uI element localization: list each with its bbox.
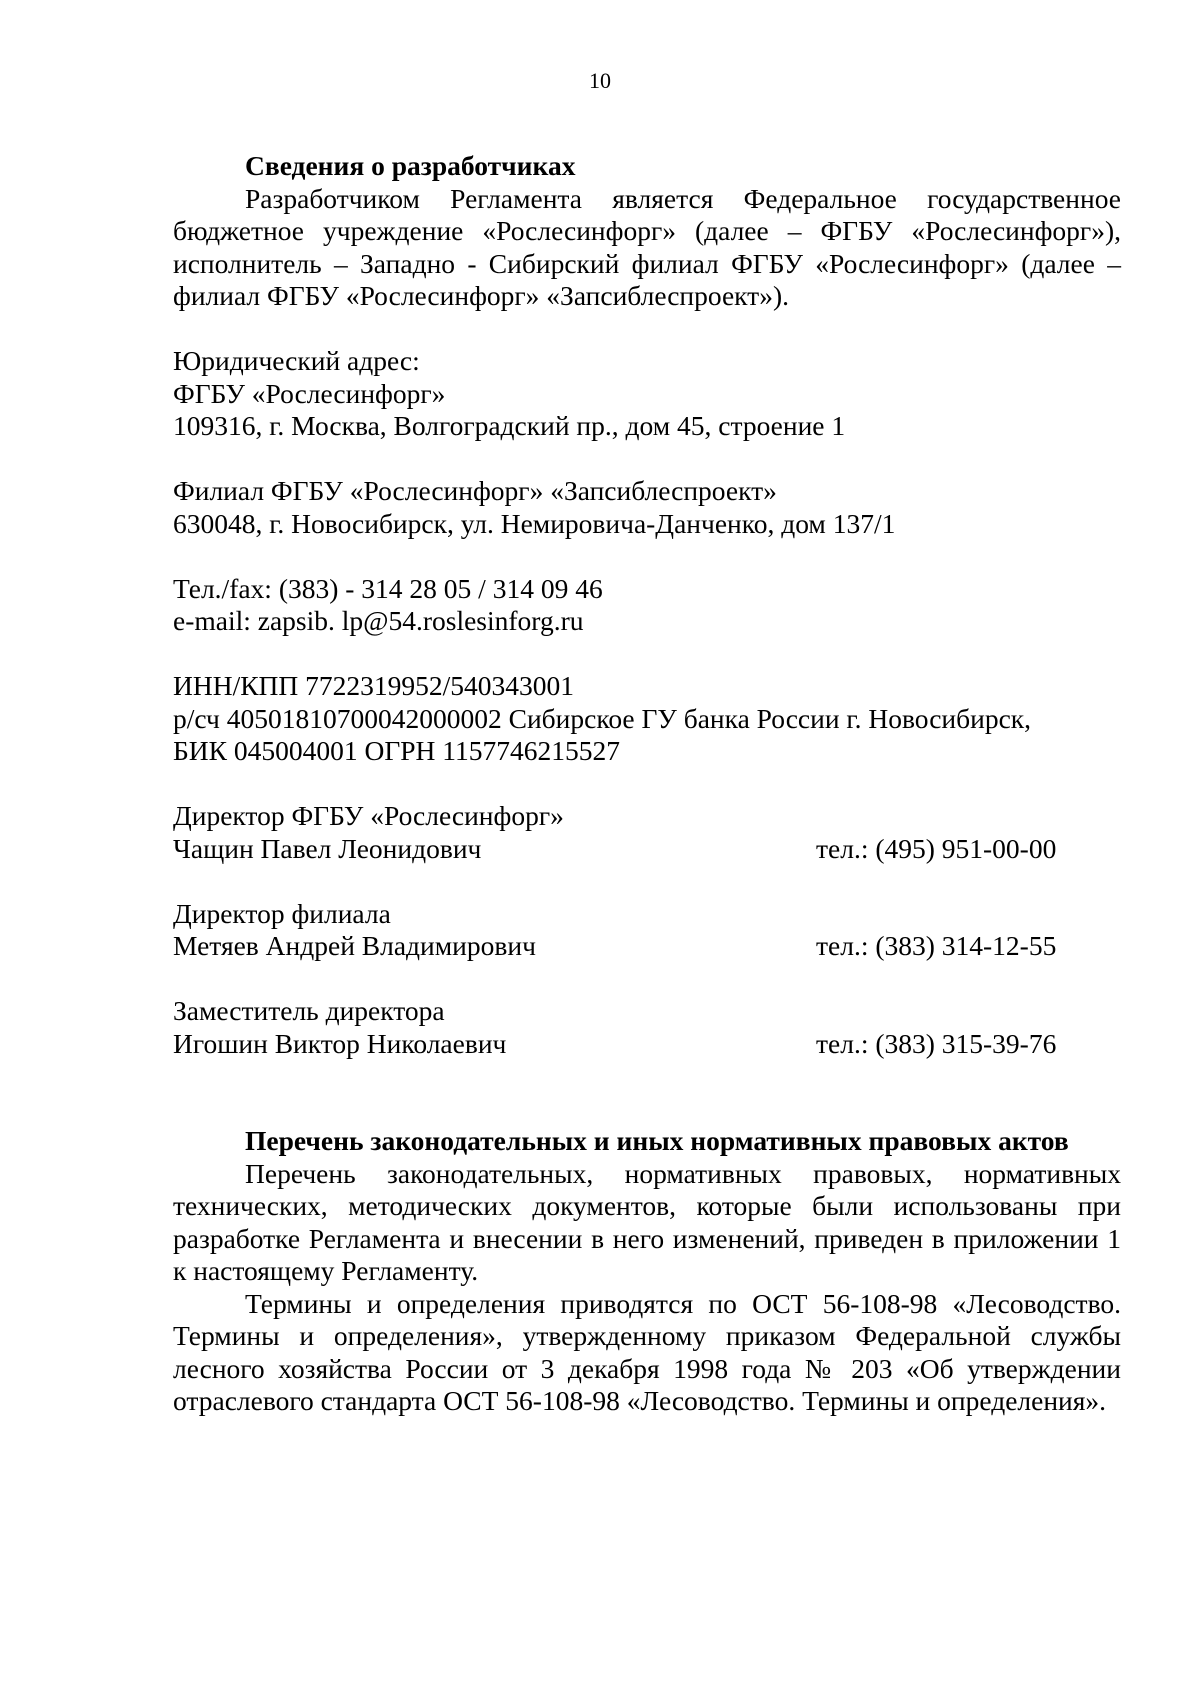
spacer: [173, 768, 1121, 801]
bank-account: р/сч 40501810700042000002 Сибирское ГУ банка России г. Новосибирск,: [173, 702, 1032, 734]
spacer: [173, 540, 1121, 573]
branch-name: Филиал ФГБУ «Рослесинфорг» «Запсиблеспроект»: [173, 475, 777, 506]
contact-block: [173, 898, 1121, 963]
spacer: [173, 313, 1121, 346]
spacer: [173, 1060, 1121, 1093]
contact-position: Заместитель директора: [173, 995, 445, 1026]
contact-row: [173, 1028, 1121, 1061]
acts-heading: Перечень законодательных и иных нормативных правовых актов: [245, 1125, 1069, 1156]
spacer: [173, 638, 1121, 671]
contact-phone: тел.: (383) 314-12-55: [816, 930, 1057, 961]
email-address: e-mail: zapsib. lp@54.roslesinforg.ru: [173, 605, 584, 636]
contact-phone: тел.: (383) 315-39-76: [816, 1027, 1057, 1059]
contact-position: Директор филиала: [173, 897, 391, 929]
contact-name: Чащин Павел Леонидович: [173, 832, 482, 864]
acts-paragraph: Перечень законодательных, нормативных правовых, нормативных технических, методических документов, которые были использованы при разработке Регламента и внесении в него изменений, приведен в приложении 1 к настоящему Регламенту.: [173, 1157, 1121, 1286]
spacer: [173, 963, 1121, 996]
document-body: [173, 150, 1121, 1418]
spacer: [173, 1093, 1121, 1126]
legal-organization: ФГБУ «Рослесинфорг»: [173, 377, 446, 409]
contact-row: [173, 930, 1121, 963]
terms-paragraph: Термины и определения приводятся по ОСТ 56-108-98 «Лесоводство. Термины и определения», утвержденному приказом Федеральной службы лесного хозяйства России от 3 декабря 1998 года № 203 «Об утверждении отраслевого стандарта ОСТ 56-108-98 «Лесоводство. Термины и определения».: [173, 1287, 1121, 1416]
contact-position: Директор ФГБУ «Рослесинфорг»: [173, 800, 564, 831]
legal-address: 109316, г. Москва, Волгоградский пр., дом 45, строение 1: [173, 410, 846, 441]
spacer: [173, 865, 1121, 898]
branch-address: 630048, г. Новосибирск, ул. Немировича-Данченко, дом 137/1: [173, 507, 896, 539]
contact-name: Игошин Виктор Николаевич: [173, 1027, 507, 1059]
legal-address-label: Юридический адрес:: [173, 345, 420, 376]
contact-row: [173, 833, 1121, 866]
contact-block: [173, 995, 1121, 1060]
contact-phone: тел.: (495) 951-00-00: [816, 832, 1057, 864]
contact-block: [173, 800, 1121, 865]
contact-name: Метяев Андрей Владимирович: [173, 930, 536, 961]
developers-intro: Разработчиком Регламента является Федеральное государственное бюджетное учреждение «Рослесинфорг» (далее – ФГБУ «Рослесинфорг»), исполнитель – Западно - Сибирский филиал ФГБУ «Рослесинфорг» (далее – филиал ФГБУ «Рослесинфорг» «Запсиблеспроект»).: [173, 182, 1121, 311]
developers-heading: Сведения о разработчиках: [245, 150, 576, 181]
page-number: 10: [589, 68, 611, 93]
inn-kpp: ИНН/КПП 7722319952/540343001: [173, 670, 575, 701]
spacer: [173, 443, 1121, 476]
bik-ogrn: БИК 045004001 ОГРН 1157746215527: [173, 735, 621, 766]
phone-fax: Тел./fax: (383) - 314 28 05 / 314 09 46: [173, 572, 603, 604]
